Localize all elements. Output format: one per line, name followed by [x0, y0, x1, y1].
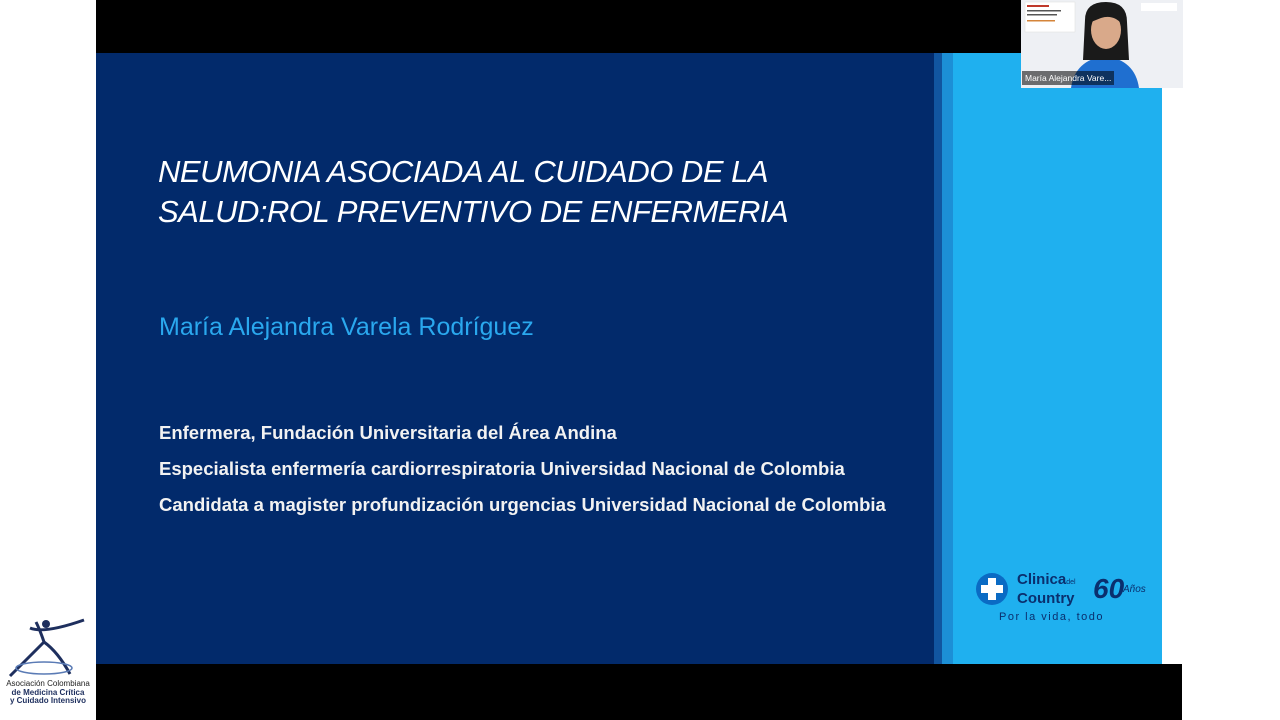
credential-line: Candidata a magister profundización urgencias Universidad Nacional de Colombia — [159, 494, 886, 515]
association-logo — [0, 612, 96, 712]
webcam-thumbnail[interactable] — [1021, 0, 1183, 88]
slide-divider-stripe — [934, 53, 942, 664]
participant-name-label: María Alejandra Vare... — [1022, 71, 1114, 85]
acmi-figure-icon — [0, 612, 96, 680]
association-name — [2, 680, 94, 706]
author-credentials — [159, 415, 939, 523]
association-name-line3: y Cuidado Intensivo — [9, 696, 86, 705]
clinic-name-line2: Country — [1017, 590, 1075, 607]
slide-title-line1: NEUMONIA ASOCIADA AL CUIDADO DE LA — [158, 154, 769, 189]
association-name-line1: Asociación Colombiana — [6, 679, 90, 688]
letterbox-top — [96, 0, 1021, 53]
clinic-years: 60 — [1093, 573, 1125, 604]
clinic-years-suffix: Años — [1123, 584, 1146, 595]
clinic-tagline: Por la vida, todo — [999, 611, 1104, 623]
slide-title — [158, 152, 858, 232]
slide-main-panel — [96, 53, 934, 664]
credential-line: Enfermera, Fundación Universitaria del Área Andina — [159, 422, 617, 443]
credential-line: Especialista enfermería cardiorrespiratoria Universidad Nacional de Colombia — [159, 458, 845, 479]
association-name-line2: de Medicina Crítica — [11, 687, 85, 697]
clinic-name — [1017, 572, 1076, 607]
clinic-name-line1: Clinica — [1017, 571, 1067, 588]
clinic-cross-icon — [975, 572, 1009, 606]
slide-divider-stripe-light — [942, 53, 953, 664]
clinica-del-country-logo — [975, 572, 1155, 628]
slide-title-line2: SALUD:ROL PREVENTIVO DE ENFERMERIA — [158, 194, 789, 229]
letterbox-bottom — [96, 664, 1182, 720]
clinic-name-del: del — [1066, 579, 1076, 586]
slide-author: María Alejandra Varela Rodríguez — [159, 313, 534, 341]
